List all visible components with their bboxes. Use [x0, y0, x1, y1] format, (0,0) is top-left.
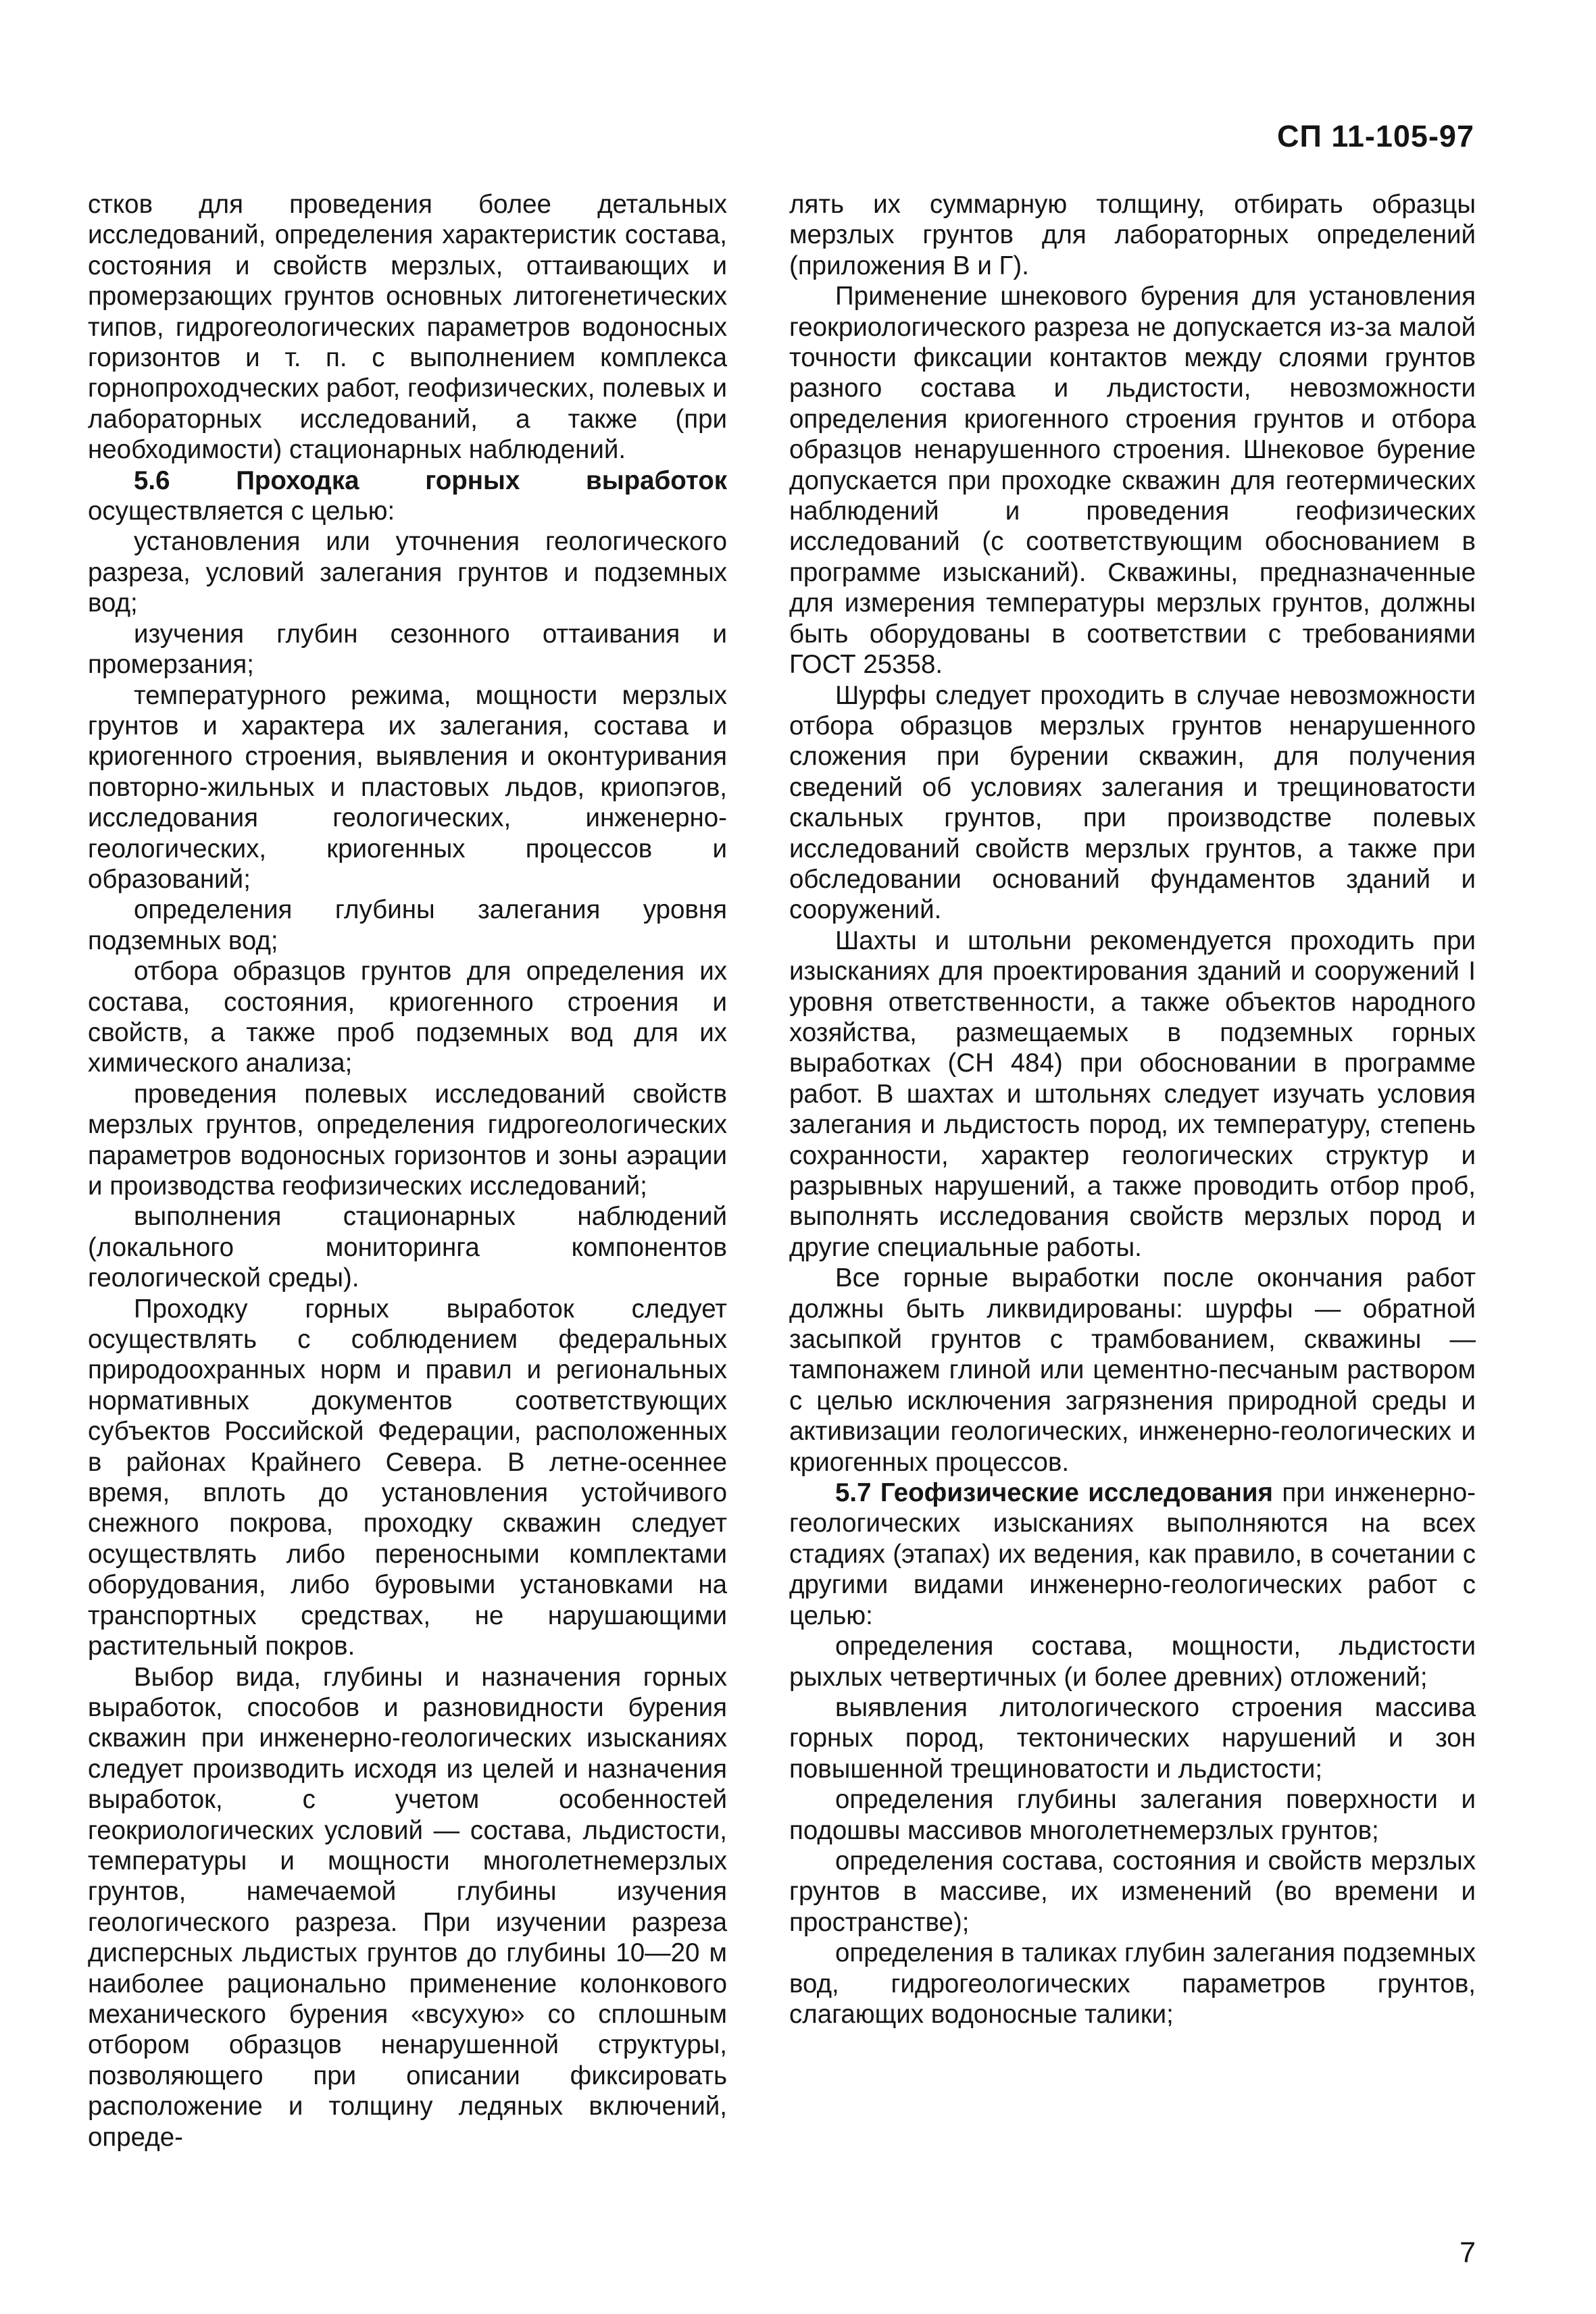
list-item: выявления литологического строения массива горных пород, тектонических нарушений и зон повышенной трещиноватости и льдистости;: [789, 1692, 1476, 1784]
section-heading-5-7: 5.7 Геофизические исследования: [835, 1478, 1273, 1508]
paragraph: Выбор вида, глубины и назначения горных выработок, способов и разновидности бурения скважин при инженерно-геологических изысканиях следует производить исходя из целей и назначения выработок, с учетом особенностей геокриологических условий — состава, льдистости, температуры и мощности многолетнемерзлых грунтов, намечаемой глубины изучения геологического разреза. При изучении разреза дисперсных льдистых грунтов до глубины 10—20 м наиболее рационально применение колонкового механического бурения «всухую» со сплошным отбором образцов ненарушенной структуры, позволяющего при описании фиксировать расположение и толщину ледяных включений, опреде-: [88, 1662, 727, 2152]
paragraph: Все горные выработки после окончания работ должны быть ликвидированы: шурфы — обратной засыпкой грунтов с трамбованием, скважины — тампонажем глиной или цементно-песчаным раствором с целью исключения загрязнения природной среды и активизации геологических, инженерно-геологических и криогенных процессов.: [789, 1263, 1476, 1477]
paragraph-text: при инженерно-геологических изысканиях выполняются на всех стадиях (этапах) их ведения, как правило, в сочетании с другими видами инженерно-геологических работ с целью:: [789, 1478, 1476, 1630]
list-item: проведения полевых исследований свойств мерзлых грунтов, определения гидрогеологических параметров водоносных горизонтов и зоны аэрации и производства геофизических исследований;: [88, 1079, 727, 1201]
document-code-header: СП 11-105-97: [1276, 119, 1474, 153]
list-item: установления или уточнения геологического разреза, условий залегания грунтов и подземных вод;: [88, 527, 727, 618]
list-item: отбора образцов грунтов для определения их состава, состояния, криогенного строения и свойств, а также проб подземных вод для их химического анализа;: [88, 957, 727, 1078]
paragraph: Шахты и штольни рекомендуется проходить при изысканиях для проектирования зданий и сооружений I уровня ответственности, а также объектов народного хозяйства, размещаемых в подземных горных выработках (СН 484) при обосновании в программе работ. В шахтах и штольнях следует изучать условия залегания и льдистость пород, их температуру, степень сохранности, характер геологических структур и разрывных нарушений, а также проводить отбор проб, выполнять исследования свойств мерзлых пород и другие специальные работы.: [789, 926, 1476, 1262]
paragraph: Проходку горных выработок следует осуществлять с соблюдением федеральных природоохранных норм и правил и региональных нормативных документов соответствующих субъектов Российской Федерации, расположенных в районах Крайнего Севера. В летне-осеннее время, вплоть до установления устойчивого снежного покрова, проходку скважин следует осуществлять либо переносными комплектами оборудования, либо буровыми установками на транспортных средствах, не нарушающими растительный покров.: [88, 1294, 727, 1661]
list-item: определения состава, состояния и свойств мерзлых грунтов в массиве, их изменений (во времени и пространстве);: [789, 1846, 1476, 1937]
paragraph: Применение шнекового бурения для установления геокриологического разреза не допускается из-за малой точности фиксации контактов между слоями грунтов разного состава и льдистости, невозможности определения криогенного строения грунтов и отбора образцов ненарушенного строения. Шнековое бурение допускается при проходке скважин для геотермических наблюдений и проведения геофизических исследований (с соответствующим обоснованием в программе изысканий). Скважины, предназначенные для измерения температуры мерзлых грунтов, должны быть оборудованы в соответствии с требованиями ГОСТ 25358.: [789, 282, 1476, 680]
paragraph: лять их суммарную толщину, отбирать образцы мерзлых грунтов для лабораторных определений (приложения В и Г).: [789, 190, 1476, 280]
list-item: определения состава, мощности, льдистости рыхлых четвертичных (и более древних) отложений;: [789, 1632, 1476, 1692]
section-5-7-paragraph: [789, 1478, 1476, 1631]
section-5-6-paragraph: [88, 466, 727, 527]
paragraph: стков для проведения более детальных исследований, определения характеристик состава, состояния и свойств мерзлых, оттаивающих и промерзающих грунтов основных литогенетических типов, гидрогеологических параметров водоносных горизонтов и т. п. с выполнением комплекса горнопроходческих работ, геофизических, полевых и лабораторных исследований, а также (при необходимости) стационарных наблюдений.: [88, 190, 727, 465]
section-heading-5-6: 5.6 Проходка горных выработок: [134, 466, 727, 495]
list-item: определения глубины залегания поверхности и подошвы массивов многолетнемерзлых грунтов;: [789, 1785, 1476, 1845]
list-item: определения в таликах глубин залегания подземных вод, гидрогеологических параметров грунтов, слагающих водоносные талики;: [789, 1938, 1476, 2029]
left-text-column: [88, 189, 727, 2153]
list-item: изучения глубин сезонного оттаивания и промерзания;: [88, 619, 727, 680]
paragraph: Шурфы следует проходить в случае невозможности отбора образцов мерзлых грунтов ненарушенного сложения при бурении скважин, для получения сведений об условиях залегания и трещиноватости скальных грунтов, при производстве полевых исследований свойств мерзлых грунтов, а также при обследовании оснований фундаментов зданий и сооружений.: [789, 680, 1476, 925]
list-item: температурного режима, мощности мерзлых грунтов и характера их залегания, состава и криогенного строения, выявления и оконтуривания повторно-жильных и пластовых льдов, криопэгов, исследования геологических, инженерно-геологических, криогенных процессов и образований;: [88, 680, 727, 894]
paragraph-text: осуществляется с целью:: [88, 497, 395, 526]
list-item: определения глубины залегания уровня подземных вод;: [88, 895, 727, 955]
right-text-column: [789, 189, 1476, 2030]
list-item: выполнения стационарных наблюдений (локального мониторинга компонентов геологической среды).: [88, 1202, 727, 1293]
page-number: 7: [1460, 2236, 1476, 2269]
